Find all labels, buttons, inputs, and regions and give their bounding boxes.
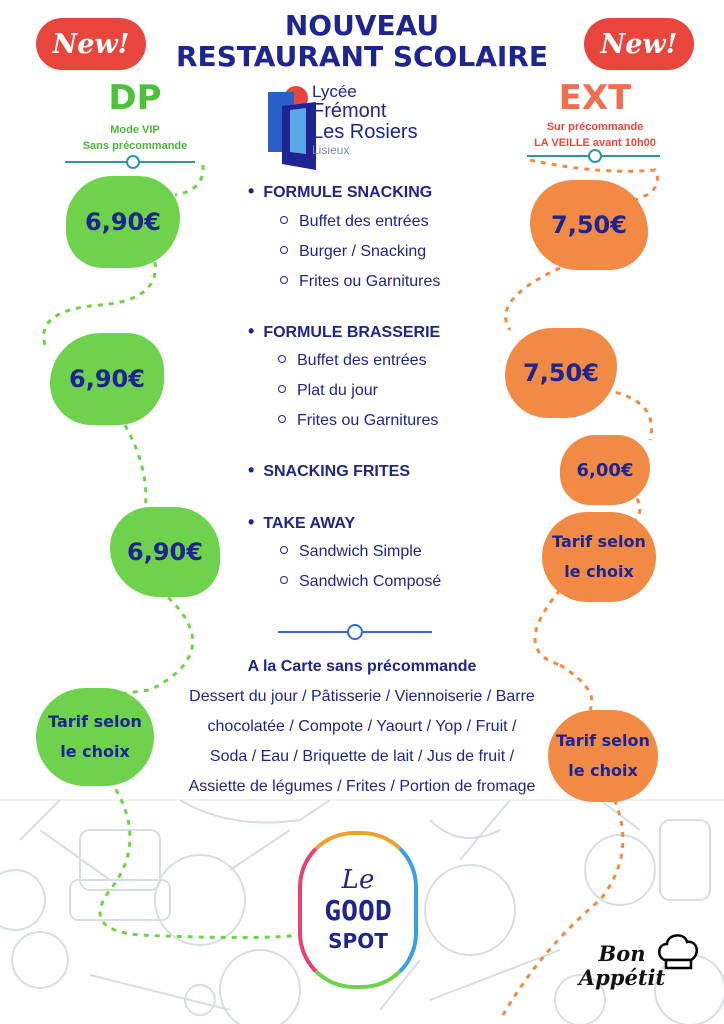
lycee-city: Lisieux xyxy=(312,143,350,157)
section-take-away: • TAKE AWAY xyxy=(248,512,355,533)
good-spot-good: GOOD xyxy=(324,894,392,927)
lycee-name-2: Les Rosiers xyxy=(312,121,418,143)
dp-tarif-line1: Tarif selon xyxy=(48,712,142,731)
carte-line: Dessert du jour / Pâtisserie / Viennoiserie / Barre xyxy=(189,688,535,705)
ext-subtitle xyxy=(515,119,675,151)
carte-line: chocolatée / Compote / Yaourt / Yop / Fruit / xyxy=(207,718,517,735)
ext-heading: EXT xyxy=(558,78,632,118)
ext-tarif-takeaway-line2: le choix xyxy=(564,562,634,581)
carte-line: Soda / Eau / Briquette de lait / Jus de fruit / xyxy=(209,748,515,765)
ext-tarif-carte-line1: Tarif selon xyxy=(556,731,650,750)
menu-item: Burger / Snacking xyxy=(280,243,426,261)
menu-item: Frites ou Garnitures xyxy=(278,412,438,430)
section-formule-snacking: • FORMULE SNACKING xyxy=(248,181,432,202)
ext-price-snacking-frites: 6,00€ xyxy=(560,435,650,505)
carte-title: A la Carte sans précommande xyxy=(247,658,477,675)
menu-item: Buffet des entrées xyxy=(280,213,429,231)
bon-appetit-line2: Appétit xyxy=(578,965,666,990)
bon-appetit xyxy=(572,942,672,990)
title-line-2: RESTAURANT SCOLAIRE xyxy=(176,40,548,73)
ext-tarif-carte xyxy=(548,710,658,802)
title-line-1: NOUVEAU xyxy=(284,9,440,42)
dp-tarif-line2: le choix xyxy=(60,742,130,761)
ext-subtitle-line2: LA VEILLE avant 10h00 xyxy=(534,137,656,149)
new-badge-right: New! xyxy=(584,18,694,70)
bon-appetit-line1: Bon xyxy=(598,941,646,966)
carte-block xyxy=(160,652,564,802)
lycee-logo-text xyxy=(312,82,418,157)
lycee-name-1: Frémont xyxy=(312,100,387,122)
new-badge-left: New! xyxy=(36,18,146,70)
menu-item: Sandwich Composé xyxy=(280,573,441,591)
carte-line: Assiette de légumes / Frites / Portion de fromage xyxy=(188,778,536,795)
dp-price-snacking: 6,90€ xyxy=(66,176,180,268)
menu-item: Plat du jour xyxy=(278,382,378,400)
dp-subtitle-line2: Sans précommande xyxy=(82,140,188,152)
menu-item: Frites ou Garnitures xyxy=(280,273,440,291)
dp-price-brasserie: 6,90€ xyxy=(50,333,164,425)
dp-tarif-carte xyxy=(36,688,154,786)
ext-tarif-takeaway xyxy=(542,512,656,602)
good-spot-logo xyxy=(298,831,418,989)
section-formule-brasserie: • FORMULE BRASSERIE xyxy=(248,321,440,342)
menu-item: Sandwich Simple xyxy=(280,543,422,561)
lycee-word: Lycée xyxy=(312,82,357,101)
dp-heading: DP xyxy=(108,78,162,118)
good-spot-spot: SPOT xyxy=(328,929,388,953)
ext-price-brasserie: 7,50€ xyxy=(505,328,617,418)
menu-item: Buffet des entrées xyxy=(278,352,427,370)
ext-tarif-takeaway-line1: Tarif selon xyxy=(552,532,646,551)
good-spot-le: Le xyxy=(341,865,375,895)
ext-price-snacking: 7,50€ xyxy=(530,180,648,270)
dp-subtitle xyxy=(60,122,210,154)
dp-price-takeaway: 6,90€ xyxy=(110,507,220,597)
ext-subtitle-line1: Sur précommande xyxy=(546,121,644,133)
section-snacking-frites: • SNACKING FRITES xyxy=(248,460,410,481)
ext-tarif-carte-line2: le choix xyxy=(568,761,638,780)
dp-subtitle-line1: Mode VIP xyxy=(110,124,160,136)
